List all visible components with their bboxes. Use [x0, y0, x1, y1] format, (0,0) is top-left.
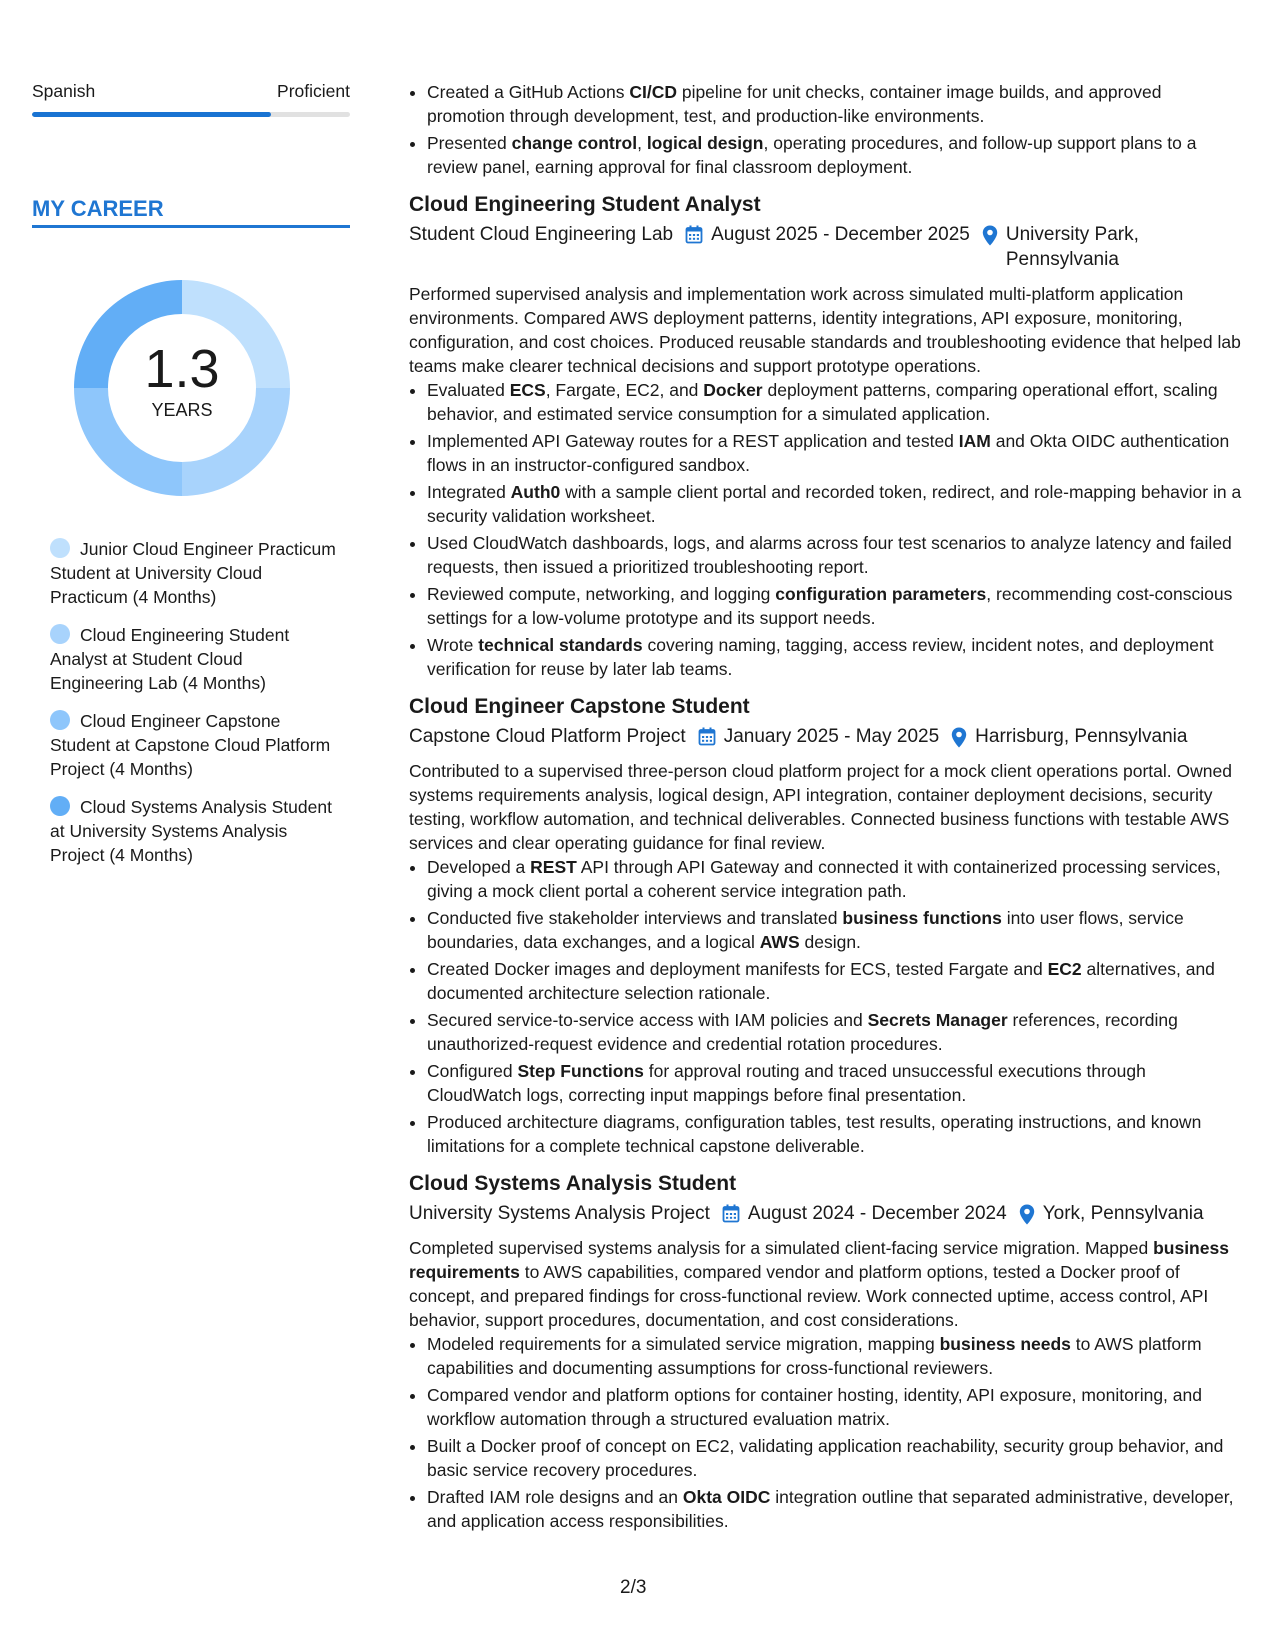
bullet-item: • Drafted IAM role designs and an Okta OIDC integration outline that separated administrative, developer, and application access responsibilities.	[427, 1485, 1243, 1533]
career-item-label: Cloud Engineer Capstone Student at Capstone Cloud Platform Project (4 Months)	[50, 711, 331, 779]
job-summary: Contributed to a supervised three-person cloud platform project for a mock client operations portal. Owned systems requirements analysis, logical design, API integration, container deployment decisions, security testing, workflow automation, and technical deliverables. Connected business functions with testable AWS services and clear operating guidance for final review.	[409, 761, 1232, 853]
experience-section	[409, 80, 1243, 1536]
job-entry	[409, 191, 1243, 681]
career-item	[50, 623, 340, 695]
bullet-item: • Configured Step Functions for approval routing and traced unsuccessful executions through CloudWatch logs, correcting input mappings before final presentation.	[427, 1059, 1243, 1107]
job-bullets	[409, 855, 1243, 1158]
career-item	[50, 795, 340, 867]
job-meta	[409, 724, 1243, 749]
career-item-label: Cloud Systems Analysis Student at University Systems Analysis Project (4 Months)	[50, 797, 332, 865]
job-title: Cloud Systems Analysis Student	[409, 1172, 737, 1195]
language-row	[32, 80, 350, 102]
job-location-text: Harrisburg, Pennsylvania	[975, 726, 1188, 747]
career-item	[50, 537, 340, 609]
language-progress-bar	[32, 112, 350, 117]
job-meta	[409, 222, 1243, 272]
career-total-unit: YEARS	[151, 400, 213, 420]
career-legend	[50, 537, 340, 881]
job-title: Cloud Engineering Student Analyst	[409, 193, 761, 216]
bullet-item: • Used CloudWatch dashboards, logs, and alarms across four test scenarios to analyze latency and failed requests, then issued a prioritized troubleshooting report.	[427, 531, 1243, 579]
career-donut-chart	[67, 273, 297, 503]
bullet-item: • Developed a REST API through API Gateway and connected it with containerized processing services, giving a mock client portal a coherent service integration path.	[427, 855, 1243, 903]
job-dates-text: August 2025 - December 2025	[711, 224, 970, 245]
career-item-label: Junior Cloud Engineer Practicum Student at University Cloud Practicum (4 Months)	[50, 539, 336, 607]
job-location	[982, 222, 1243, 272]
prior-job-bullets	[409, 80, 1243, 179]
bullet-item: • Modeled requirements for a simulated service migration, mapping business needs to AWS platform capabilities and documenting assumptions for cross-functional reviewers.	[427, 1332, 1243, 1380]
sidebar	[32, 80, 350, 865]
calendar-icon	[698, 727, 716, 746]
bullet-item: • Reviewed compute, networking, and logging configuration parameters, recommending cost-conscious settings for a low-volume prototype and its support needs.	[427, 582, 1243, 630]
job-organization: Student Cloud Engineering Lab	[409, 224, 674, 245]
job-summary: Performed supervised analysis and implementation work across simulated multi-platform application environments. Compared AWS deployment patterns, identity integrations, API exposure, monitoring, configuration, and cost choices. Produced reusable standards and troubleshooting evidence that helped lab teams make clearer technical decisions and support prototype operations.	[409, 284, 1241, 376]
job-dates-text: January 2025 - May 2025	[723, 726, 940, 747]
job-meta	[409, 1201, 1243, 1226]
bullet-item: • Compared vendor and platform options for container hosting, identity, API exposure, monitoring, and workflow automation through a structured evaluation matrix.	[427, 1383, 1243, 1431]
job-organization: University Systems Analysis Project	[409, 1203, 710, 1224]
job-title: Cloud Engineer Capstone Student	[409, 695, 750, 718]
page-number: 2/3	[620, 1577, 647, 1598]
career-dot-icon	[50, 796, 70, 816]
job-entry	[409, 693, 1243, 1158]
job-dates	[698, 724, 939, 749]
bullet-item: • Conducted five stakeholder interviews and translated business functions into user flows, service boundaries, data exchanges, and a logical AWS design.	[427, 906, 1243, 954]
location-pin-icon	[1019, 1204, 1035, 1225]
calendar-icon	[685, 225, 703, 244]
bullet-item: • Secured service-to-service access with IAM policies and Secrets Manager references, recording unauthorized-request evidence and credential rotation procedures.	[427, 1008, 1243, 1056]
job-location-text: University Park, Pennsylvania	[1005, 224, 1139, 270]
career-section-title: MY CAREER	[32, 195, 350, 228]
job-entry	[409, 1170, 1243, 1533]
bullet-item: • Implemented API Gateway routes for a REST application and tested IAM and Okta OIDC authentication flows in an instructor-configured sandbox.	[427, 429, 1243, 477]
location-pin-icon	[951, 727, 967, 748]
job-dates-text: August 2024 - December 2024	[747, 1203, 1007, 1224]
job-location-text: York, Pennsylvania	[1042, 1203, 1204, 1224]
bullet-item: • Evaluated ECS, Fargate, EC2, and Docker deployment patterns, comparing operational effort, scaling behavior, and estimated service consumption for a simulated application.	[427, 378, 1243, 426]
career-dot-icon	[50, 710, 70, 730]
job-dates	[722, 1201, 1007, 1226]
jobs-list	[409, 191, 1243, 1533]
bullet-item: • Wrote technical standards covering naming, tagging, access review, incident notes, and deployment verification for reuse by later lab teams.	[427, 633, 1243, 681]
job-bullets	[409, 1332, 1243, 1533]
language-progress-fill	[32, 112, 271, 117]
job-location	[1019, 1201, 1204, 1226]
job-bullets	[409, 378, 1243, 681]
job-organization: Capstone Cloud Platform Project	[409, 726, 686, 747]
bullet-item: • Created Docker images and deployment manifests for ECS, tested Fargate and EC2 alternatives, and documented architecture selection rationale.	[427, 957, 1243, 1005]
location-pin-icon	[982, 225, 998, 246]
language-name: Spanish	[32, 81, 96, 101]
job-location	[951, 724, 1187, 749]
language-level: Proficient	[277, 81, 350, 101]
bullet-item: • Created a GitHub Actions CI/CD pipeline for unit checks, container image builds, and approved promotion through development, test, and production-like environments.	[427, 80, 1243, 128]
bullet-item: • Presented change control, logical design, operating procedures, and follow-up support plans to a review panel, earning approval for final classroom deployment.	[427, 131, 1243, 179]
bullet-item: • Built a Docker proof of concept on EC2, validating application reachability, security group behavior, and basic service recovery procedures.	[427, 1434, 1243, 1482]
bullet-item: • Produced architecture diagrams, configuration tables, test results, operating instructions, and known limitations for a complete technical capstone deliverable.	[427, 1110, 1243, 1158]
calendar-icon	[722, 1204, 740, 1223]
career-dot-icon	[50, 624, 70, 644]
bullet-item: • Integrated Auth0 with a sample client portal and recorded token, redirect, and role-mapping behavior in a security validation worksheet.	[427, 480, 1243, 528]
career-total-value: 1.3	[144, 339, 220, 399]
job-summary: Completed supervised systems analysis for a simulated client-facing service migration. Mapped business requirements to AWS capabilities, compared vendor and platform options, tested a Docker proof of concept, and prepared findings for cross-functional review. Work connected uptime, access control, API behavior, support procedures, documentation, and cost considerations.	[409, 1238, 1229, 1330]
career-item	[50, 709, 340, 781]
career-dot-icon	[50, 538, 70, 558]
job-dates	[685, 222, 970, 247]
career-item-label: Cloud Engineering Student Analyst at Student Cloud Engineering Lab (4 Months)	[50, 625, 290, 693]
